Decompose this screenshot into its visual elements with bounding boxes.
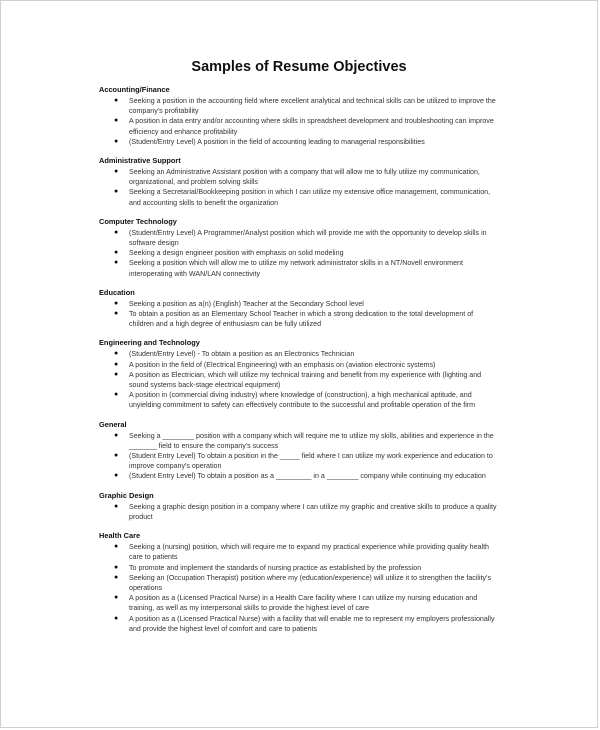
bullet-icon: ● [114,543,119,551]
bullet-icon: ● [114,594,119,602]
objective-list [99,502,499,522]
list-item-text: Seeking a design engineer position with emphasis on solid modeling [129,249,344,258]
list-item [99,116,499,136]
section [99,338,499,410]
list-item-text: A position in the field of (Electrical Engineering) with an emphasis on (aviation electronic systems) [129,360,436,369]
bullet-icon: ● [114,563,119,571]
list-item [99,248,499,258]
objective-list [99,167,499,208]
section [99,85,499,147]
list-item-text: Seeking a (nursing) position, which will require me to expand my practical experience while providing quality health care to patients [129,543,489,562]
bullet-icon: ● [114,391,119,399]
list-item-text: A position as Electrician, which will utilize my technical training and benefit from my experience with (lighting and sound systems back-stage electrical equipment) [129,370,482,390]
section-heading: Accounting/Finance [99,85,170,94]
objective-list [99,349,499,410]
sections-container [99,85,499,643]
list-item [99,370,499,390]
list-item-text: (Student Entry Level) To obtain a position as a _________ in a ________ company while continuing my education [129,472,486,481]
list-item-text: (Student/Entry Level) A Programmer/Analyst position which will provide me with the opportunity to develop skills in software design [129,228,487,248]
list-item [99,502,499,522]
section [99,288,499,330]
list-item-text: (Student Entry Level) To obtain a position in the _____ field where I can utilize my work experience and education to improve company's operation [129,452,493,471]
list-item [99,137,499,147]
section-heading: Graphic Design [99,490,154,500]
section-heading: Health Care [99,531,141,541]
section [99,217,499,279]
bullet-icon: ● [114,228,119,236]
section-heading: Computer Technology [99,216,177,226]
bullet-icon: ● [114,370,119,378]
list-item [99,167,499,187]
objective-list [99,299,499,330]
list-item [99,542,499,562]
bullet-icon: ● [114,360,119,368]
list-item-text: Seeking an Administrative Assistant position with a company that will allow me to fully utilize my communication, organizational, and problem solving skills [129,168,480,187]
section-heading: Administrative Support [99,156,181,166]
bullet-icon: ● [114,117,119,125]
objective-list [99,431,499,482]
bullet-icon: ● [114,249,119,257]
bullet-icon: ● [114,350,119,358]
bullet-icon: ● [114,452,119,460]
bullet-icon: ● [114,614,119,622]
section-heading: Education [99,287,135,297]
section-heading: General [99,419,127,429]
list-item-text: Seeking a position which will allow me to utilize my network administrator skills in a NT/Novell environment interoperating with WAN/LAN connectivity [129,259,463,278]
list-item [99,614,499,634]
list-item [99,96,499,116]
list-item-text: Seeking an (Occupation Therapist) position where my (education/experience) will utilize it to strengthen the facility's operations [129,573,492,592]
list-item-text: A position in data entry and/or accounting where skills in spreadsheet development and troubleshooting can improve efficiency and enhance profitability [129,117,494,136]
list-item [99,431,499,451]
list-item [99,471,499,481]
list-item-text: Seeking a position as a(n) (English) Teacher at the Secondary School level [129,299,364,308]
list-item [99,299,499,309]
list-item-text: A position as a (Licensed Practical Nurse) with a facility that will enable me to represent my employers professionally and provide the highest level of comfort and care to patients [129,614,495,633]
list-item [99,390,499,410]
list-item [99,258,499,278]
list-item [99,593,499,613]
list-item [99,349,499,359]
list-item-text: (Student/Entry Level) A position in the field of accounting leading to managerial responsibilities [129,137,425,146]
list-item-text: A position in (commercial diving industry) where knowledge of (construction), a high mechanical aptitude, and unyielding commitment to safety can effectively contribute to the successful and profitable operation of the firm [129,391,476,410]
list-item-text: Seeking a graphic design position in a company where I can utilize my graphic and creative skills to produce a quality product [129,502,497,521]
bullet-icon: ● [114,259,119,267]
list-item-text: To promote and implement the standards of nursing practice as established by the profession [129,563,422,572]
list-item-text: Seeking a position in the accounting field where excellent analytical and technical skills can be utilized to improve the company's profitability [129,97,496,116]
page-title: Samples of Resume Objectives [191,59,407,75]
bullet-icon: ● [114,97,119,104]
bullet-icon: ● [114,137,119,145]
bullet-icon: ● [114,502,119,510]
bullet-icon: ● [114,188,119,196]
bullet-icon: ● [114,573,119,581]
list-item-text: Seeking a ________ position with a company which will require me to utilize my skills, abilities and experience in the _______ field to ensure the company's success [129,431,494,450]
section [99,491,499,522]
list-item-text: To obtain a position as an Elementary School Teacher in which a strong dedication to the total development of children and a high degree of enthusiasm can be fully utilized [129,310,474,329]
list-item [99,451,499,471]
list-item [99,187,499,207]
section-heading: Engineering and Technology [99,338,200,348]
list-item [99,360,499,370]
list-item [99,228,499,248]
objective-list [99,228,499,279]
objective-list [99,542,499,634]
list-item [99,309,499,329]
bullet-icon: ● [114,472,119,480]
bullet-icon: ● [114,299,119,307]
bullet-icon: ● [114,310,119,318]
bullet-icon: ● [114,431,119,439]
section [99,531,499,634]
section [99,156,499,208]
section [99,420,499,482]
list-item [99,563,499,573]
bullet-icon: ● [114,168,119,176]
list-item [99,573,499,593]
list-item-text: (Student/Entry Level) - To obtain a position as an Electronics Technician [129,350,355,359]
list-item-text: A position as a (Licensed Practical Nurse) in a Health Care facility where I can utilize my nursing education and training, as well as my interpersonal skills to provide the highest level of care [129,594,478,613]
objective-list [99,96,499,147]
list-item-text: Seeking a Secretarial/Bookkeeping position in which I can utilize my extensive office management, communication, and accounting skills to benefit the organization [129,188,491,207]
